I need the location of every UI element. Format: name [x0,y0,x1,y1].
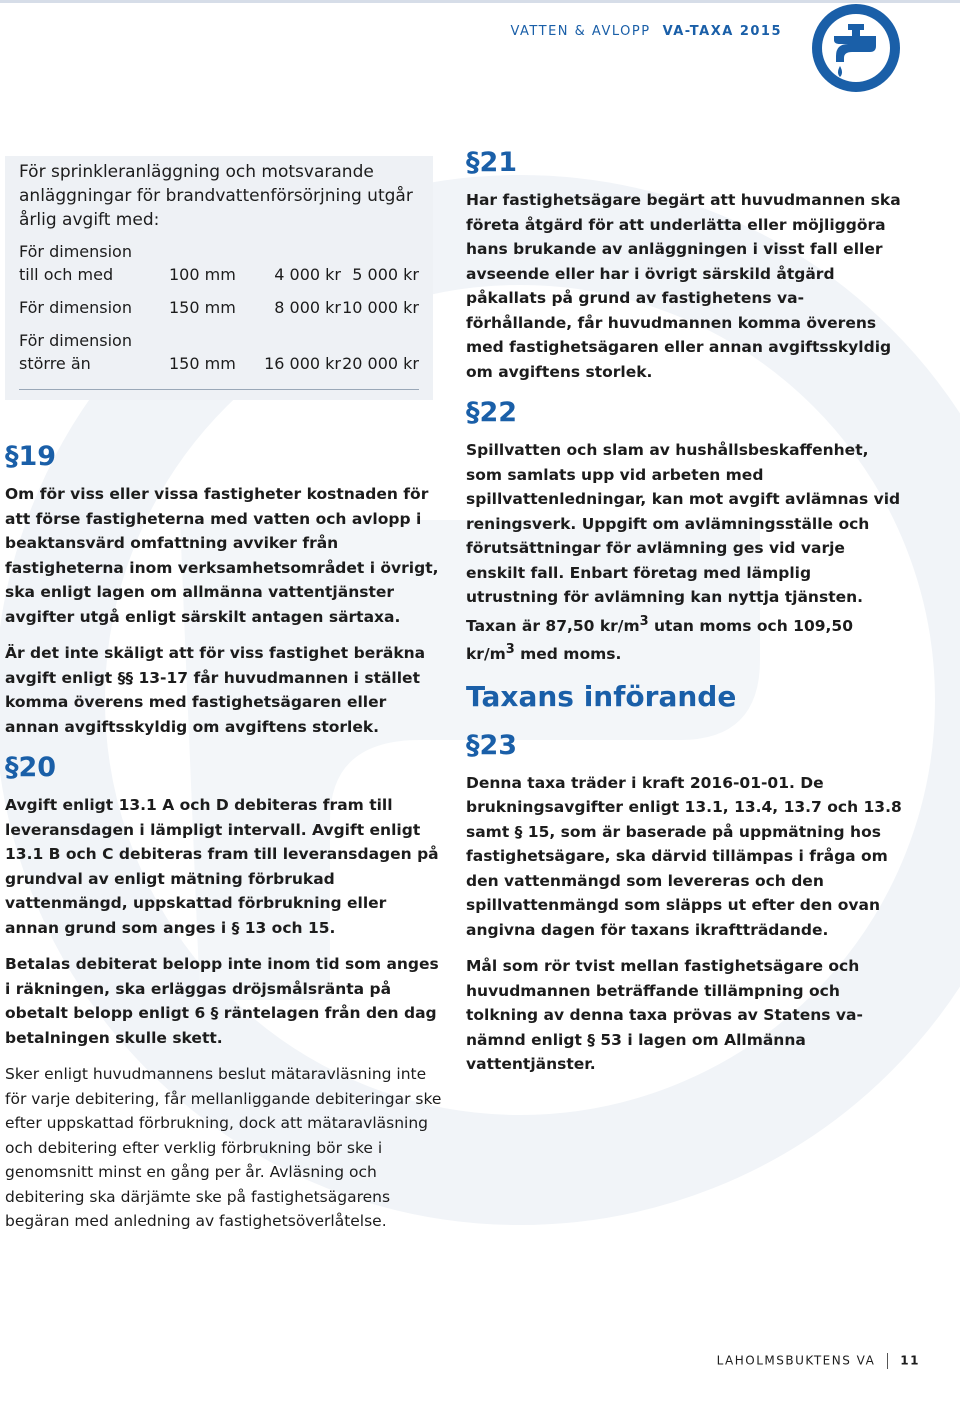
dimension-label: För dimension [19,298,132,317]
table-row [19,319,419,375]
section-22-paragraph: Spillvatten och slam av hushållsbeskaffenhet, som samlats upp vid arbeten med spillvattenledningar, kan mot avgift avlämnas vid reningsverk. Uppgift om avlämningsställe och förutsättningar för avlämning ges vid varje enskilt fall. Enbart företag med lämplig utrustning för avlämning kan nyttja tjänsten. Taxan är 87,50 $kr/m^3$ utan moms och 109,50 $kr/m^3$ med moms. [466,441,901,664]
footer-organization: LAHOLMSBUKTENS VA [716,1353,876,1368]
sprinkler-intro: För sprinkleranläggning och motsvarande anläggningar för brandvattenförsörjning utgår årlig avgift med: [19,162,413,230]
section-23-paragraph: Denna taxa träder i kraft 2016-01-01. De brukningsavgifter enligt 13.1, 13.4, 13.7 och 13.8 samt § 15, som är baserade på uppmätning hos fastighetsägare, ska därvid tillämpas i fråga om den vattenmängd som levereras och den spillvattenmängd som släpps ut efter den ovan angivna dagen för taxans ikraftträdande. [466,773,902,939]
section-20-heading: §20 [5,752,57,783]
page-number: 11 [900,1353,920,1368]
section-19-paragraph: Om för viss eller vissa fastigheter kostnaden för att förse fastigheterna med vatten och avlopp i beaktansvärd omfattning avviker från fastigheterna inom verksamhetsområdet i övrigt, ska enligt lagen om allmänna vattentjänster avgifter utgå enligt särskilt antagen särtaxa. [5,485,439,626]
dimension-size: 150 mm [169,298,236,317]
faucet-icon [804,0,908,104]
table-divider [19,389,419,390]
fee-value: 4 000 kr [274,265,341,284]
table-row [19,240,419,286]
dimension-size: 150 mm [169,354,236,373]
section-23-heading: §23 [466,729,518,761]
dimension-label: För dimension till och med [19,242,132,284]
section-20-paragraph: Sker enligt huvudmannens beslut mätaravläsning inte för varje debitering, får mellanliggande debiteringar ske efter uppskattad förbrukning, dock att mätaravläsning och debitering efter verklig förbrukning bör ske i genomsnitt minst en gång per år. Avläsning och debitering ska därjämte ske på fastighetsägarens begäran med anledning av fastighetsöverlåtelse. [5,1065,442,1230]
fee-value: 16 000 kr [264,354,341,373]
header-document: VA-TAXA 2015 [662,24,782,39]
section-20-paragraph: Avgift enligt 13.1 A och D debiteras fram till leveransdagen i lämpligt intervall. Avgift enligt 13.1 B och C debiteras fram till leveransdagen på grundval av enligt mätning förbrukad vattenmängd, uppskattad förbrukning eller annan grund som anges i § 13 och 15. [5,796,439,937]
table-row [19,286,419,319]
dimension-label: För dimension större än [19,331,132,373]
left-column [5,156,443,1246]
header-title [510,24,782,39]
dimension-size: 100 mm [169,265,236,284]
fee-value: 8 000 kr [274,298,341,317]
sprinkler-fee-box [5,156,433,400]
header-section: VATTEN & AVLOPP [510,24,651,39]
section-23-paragraph: Mål som rör tvist mellan fastighetsägare och huvudmannen beträffande tillämpning och tolkning av denna taxa prövas av Statens va-nämnd enligt § 53 i lagen om Allmänna vattentjänster. [466,957,863,1074]
section-19-heading: §19 [5,441,57,472]
introduction-heading: Taxans införande [466,679,737,713]
sprinkler-fee-table [19,240,419,375]
section-20-paragraph: Betalas debiterat belopp inte inom tid som anges i räkningen, ska erläggas dröjsmålsränta på obetalt belopp enligt 6 § räntelagen från den dag betalningen skulle skett. [5,955,439,1047]
section-21-paragraph: Har fastighetsägare begärt att huvudmannen ska företa åtgärd för att underlätta eller möjliggöra hans brukande av anläggningen i visst fall eller avseende eller har i övrigt särskild åtgärd påkallats på grund av fastighetens va-förhållande, får huvudmannen komma överens med fastighetsägaren eller annan avgiftsskyldig om avgiftens storlek. [466,191,901,381]
fee-value: 20 000 kr [342,354,419,373]
fee-value: 5 000 kr [352,265,419,284]
fee-value: 10 000 kr [342,298,419,317]
section-19-paragraph: Är det inte skäligt att för viss fastighet beräkna avgift enligt §§ 13-17 får huvudmannen i stället komma överens med fastighetsägaren eller annan avgiftsskyldig om avgiftens storlek. [5,644,426,736]
section-22-heading: §22 [466,397,518,428]
right-column [466,146,906,1089]
section-21-heading: §21 [466,147,518,178]
footer-divider [887,1353,888,1369]
page-footer [717,1353,920,1369]
